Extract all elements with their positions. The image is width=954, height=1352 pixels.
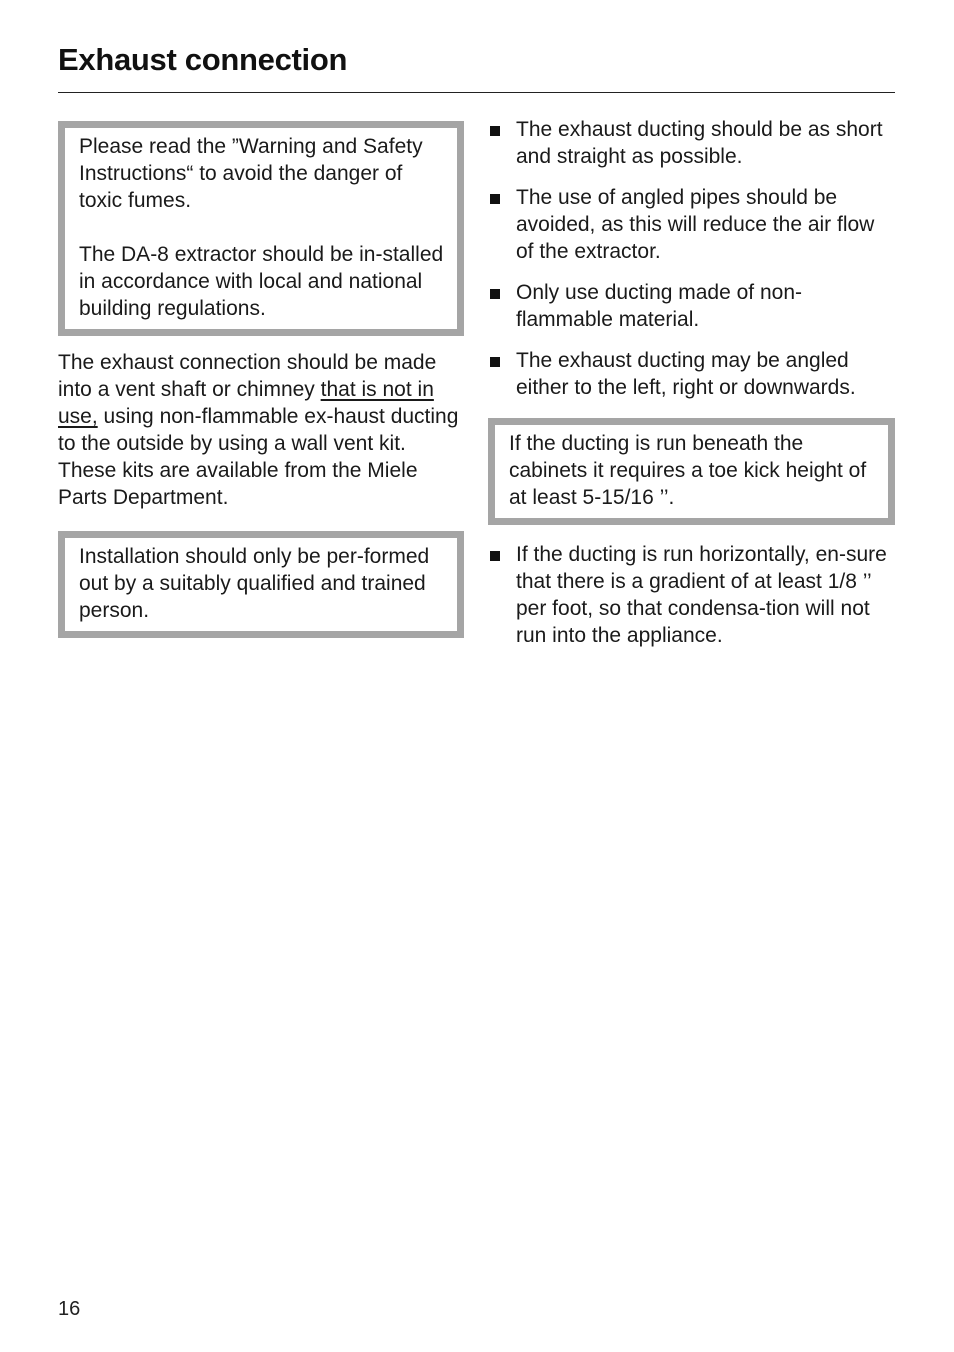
bullet-item [488,116,895,170]
warning-text-regulations: The DA-8 extractor should be in-stalled in accordance with local and national building regulations. [79,243,444,320]
bullet-text: The exhaust ducting should be as short and straight as possible. [516,118,883,168]
bullet-item [488,541,895,649]
square-bullet-icon [490,289,500,299]
toe-kick-note-box [488,418,895,525]
paragraph-text-end: using non-flammable ex-haust ducting to the outside by using a wall vent kit. These kits are available from the Miele Parts Department. [58,405,459,509]
toe-kick-note-text: If the ducting is run beneath the cabinets it requires a toe kick height of at least 5-15/16 ’’. [509,432,867,509]
page-number: 16 [58,1298,81,1320]
square-bullet-icon [490,551,500,561]
exhaust-connection-paragraph [58,349,464,511]
square-bullet-icon [490,194,500,204]
bullet-text: The use of angled pipes should be avoided, as this will reduce the air flow of the extractor. [516,186,875,263]
bullet-text: The exhaust ducting may be angled either to the left, right or downwards. [516,349,856,399]
installation-note-box [58,531,464,638]
page-title: Exhaust connection [58,42,348,77]
square-bullet-icon [490,357,500,367]
paragraph-text-start: The exhaust connection should be made into a vent shaft or chimney [58,351,437,401]
warning-text-safety: Please read the ”Warning and Safety Instructions“ to avoid the danger of toxic fumes. [79,135,423,212]
bullet-item [488,279,895,333]
installation-note-text: Installation should only be per-formed out by a suitably qualified and trained person. [79,545,430,622]
right-column [488,116,895,649]
bullet-item [488,347,895,401]
bullet-item [488,184,895,265]
left-column [58,121,464,638]
warning-box-safety [58,121,464,336]
bullet-text: If the ducting is run horizontally, en-sure that there is a gradient of at least 1/8 ’’ per foot, so that condensa-tion will not run into the appliance. [516,543,887,647]
square-bullet-icon [490,126,500,136]
bullet-text: Only use ducting made of non-flammable material. [516,281,803,331]
title-divider [58,92,895,93]
underlined-phrase: that is not in use, [58,378,434,428]
